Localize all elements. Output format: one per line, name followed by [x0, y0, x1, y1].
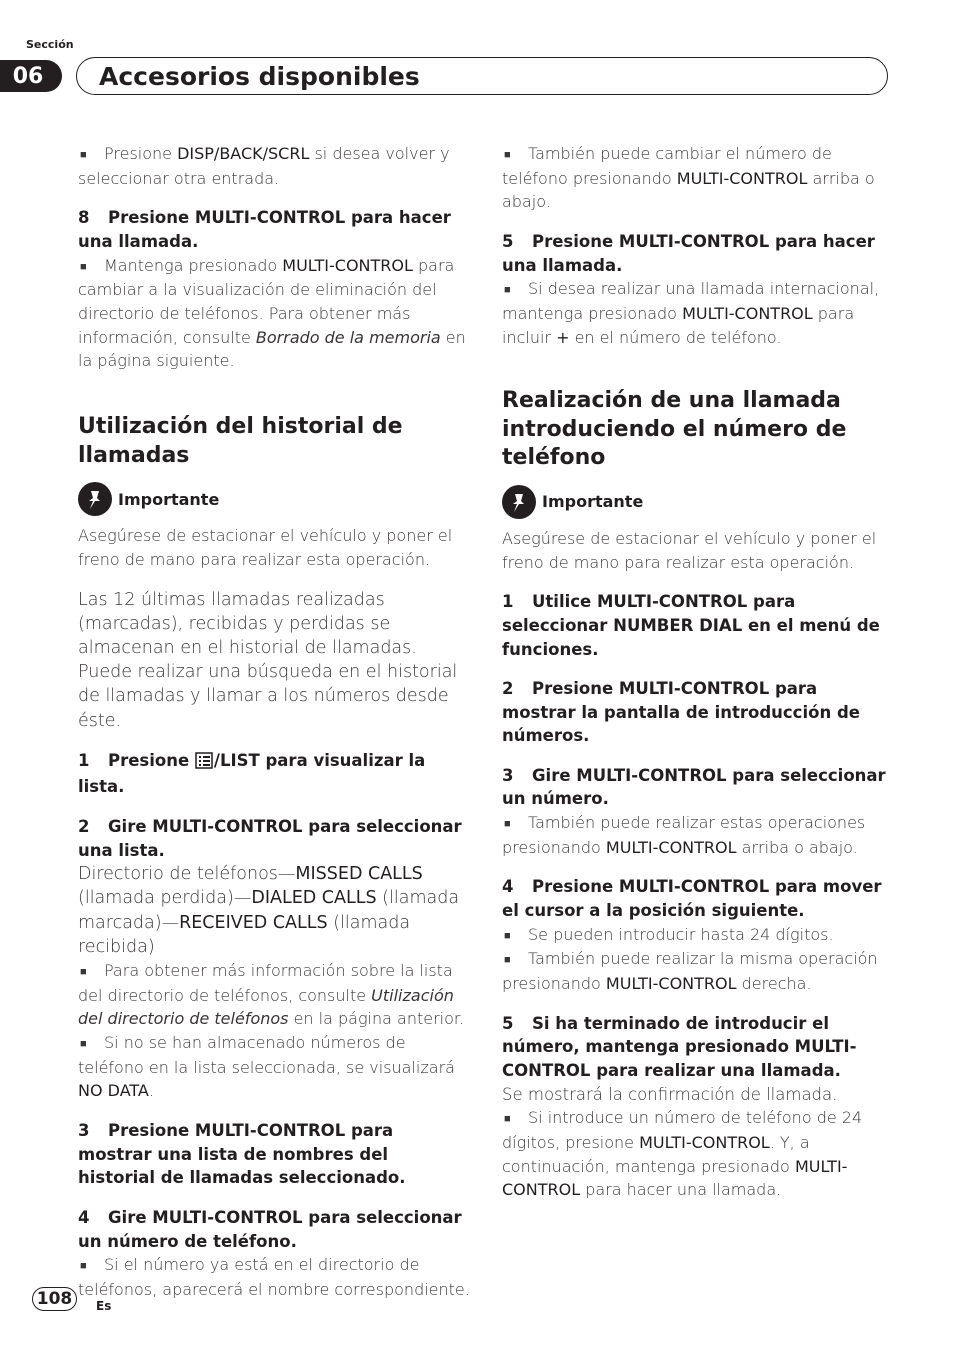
history-intro: Las 12 últimas llamadas realizadas (marcadas), recibidas y perdidas se almacenan en el historial de llamadas. Puede realizar una búsqueda en el historial de llamadas y llamar a los números desde éste.: [78, 589, 458, 731]
important-notice: Importante: [78, 482, 470, 516]
step-1-dial: 1 Utilice MULTI-CONTROL para seleccionar NUMBER DIAL en el menú de funciones.: [502, 592, 880, 659]
step-4-dial: 4 Presione MULTI-CONTROL para mover el cursor a la posición siguiente.: [502, 877, 882, 921]
heading-dial: Realización de una llamada introduciendo el número de teléfono: [502, 388, 847, 471]
note-ops: ■ También puede realizar estas operaciones presionando MULTI-CONTROL arriba o abajo.: [502, 813, 866, 857]
page-title-text: Accesorios disponibles: [99, 61, 420, 91]
note-back: ■ Presione DISP/BACK/SCRL si desea volver y seleccionar otra entrada.: [78, 144, 450, 188]
bullet-icon: ■: [504, 817, 511, 831]
section-label: Sección: [26, 38, 74, 51]
step-8: 8 Presione MULTI-CONTROL para hacer una llamada.: [78, 208, 451, 251]
step-2: 2 Gire MULTI-CONTROL para seleccionar una lista.: [78, 816, 462, 860]
step-5-dial: 5 Si ha terminado de introducir el número, mantenga presionado MULTI-CONTROL para realizar una llamada.: [502, 1013, 857, 1080]
bullet-icon: ■: [80, 1259, 87, 1273]
left-column: [78, 142, 470, 1302]
note-change: ■ También puede cambiar el número de teléfono presionando MULTI-CONTROL arriba o abajo.: [502, 144, 875, 212]
list-icon: [195, 752, 213, 776]
step-4: 4 Gire MULTI-CONTROL para seleccionar un número de teléfono.: [78, 1207, 462, 1251]
important-text: Asegúrese de estacionar el vehículo y poner el freno de mano para realizar esta operación.: [502, 528, 877, 572]
step-2-dial: 2 Presione MULTI-CONTROL para mostrar la pantalla de introducción de números.: [502, 679, 860, 746]
note-name: ■ Si el número ya está en el directorio de teléfonos, aparecerá el nombre correspondiente.: [78, 1255, 470, 1299]
bullet-icon: ■: [80, 964, 87, 978]
section-number-badge: 06: [0, 60, 62, 92]
bullet-icon: ■: [80, 1037, 87, 1051]
bullet-icon: ■: [504, 148, 511, 161]
note-more: ■ Para obtener más información sobre la lista del directorio de teléfonos, consulte Utilización del directorio de teléfonos en la página anterior.: [78, 960, 465, 1029]
directory-path: Directorio de teléfonos—MISSED CALLS (llamada perdida)—DIALED CALLS (llamada marcada)—RECEIVED CALLS (llamada recibida): [78, 864, 460, 957]
important-text: Asegúrese de estacionar el vehículo y poner el freno de mano para realizar esta operación.: [78, 526, 453, 569]
bullet-icon: ■: [504, 1112, 511, 1126]
bullet-icon: ■: [80, 259, 87, 273]
important-icon: [78, 482, 112, 516]
note-right: ■ También puede realizar la misma operación presionando MULTI-CONTROL derecha.: [502, 949, 878, 994]
note-intl: ■ Si desea realizar una llamada internacional, mantenga presionado MULTI-CONTROL para incluir + en el número de teléfono.: [502, 279, 880, 347]
important-icon: [502, 485, 536, 519]
bullet-icon: ■: [504, 928, 511, 942]
bullet-icon: ■: [504, 953, 511, 967]
step-5-call: 5 Presione MULTI-CONTROL para hacer una llamada.: [502, 232, 875, 275]
language-code: Es: [96, 1299, 112, 1313]
note-24-digits: ■ Si introduce un número de teléfono de 24 dígitos, presione MULTI-CONTROL. Y, a continuación, mantenga presionado MULTI-CONTROL para hacer una llamada.: [502, 1108, 863, 1200]
note-hold: ■ Mantenga presionado MULTI-CONTROL para cambiar a la visualización de eliminación del directorio de teléfonos. Para obtener más información, consulte Borrado de la memoria en la página siguiente.: [78, 255, 466, 371]
page-number: 108: [32, 1287, 77, 1311]
bullet-icon: ■: [80, 148, 87, 161]
bullet-icon: ■: [504, 283, 511, 297]
heading-history: Utilización del historial de llamadas: [78, 414, 403, 468]
step-3: 3 Presione MULTI-CONTROL para mostrar una lista de nombres del historial de llamadas seleccionado.: [78, 1121, 406, 1188]
page-title: [76, 57, 888, 95]
note-24: ■ Se pueden introducir hasta 24 dígitos.: [502, 923, 894, 948]
important-notice: Importante: [502, 485, 894, 519]
step-1: 1 Presione /LIST para visualizar la lista.: [78, 750, 426, 797]
step-3-dial: 3 Gire MULTI-CONTROL para seleccionar un número.: [502, 765, 886, 809]
note-nodata: ■ Si no se han almacenado números de teléfono en la lista seleccionada, se visualizará NO DATA.: [78, 1033, 455, 1101]
right-column: [502, 142, 894, 1202]
confirm-text: Se mostrará la confirmación de llamada.: [502, 1084, 838, 1104]
